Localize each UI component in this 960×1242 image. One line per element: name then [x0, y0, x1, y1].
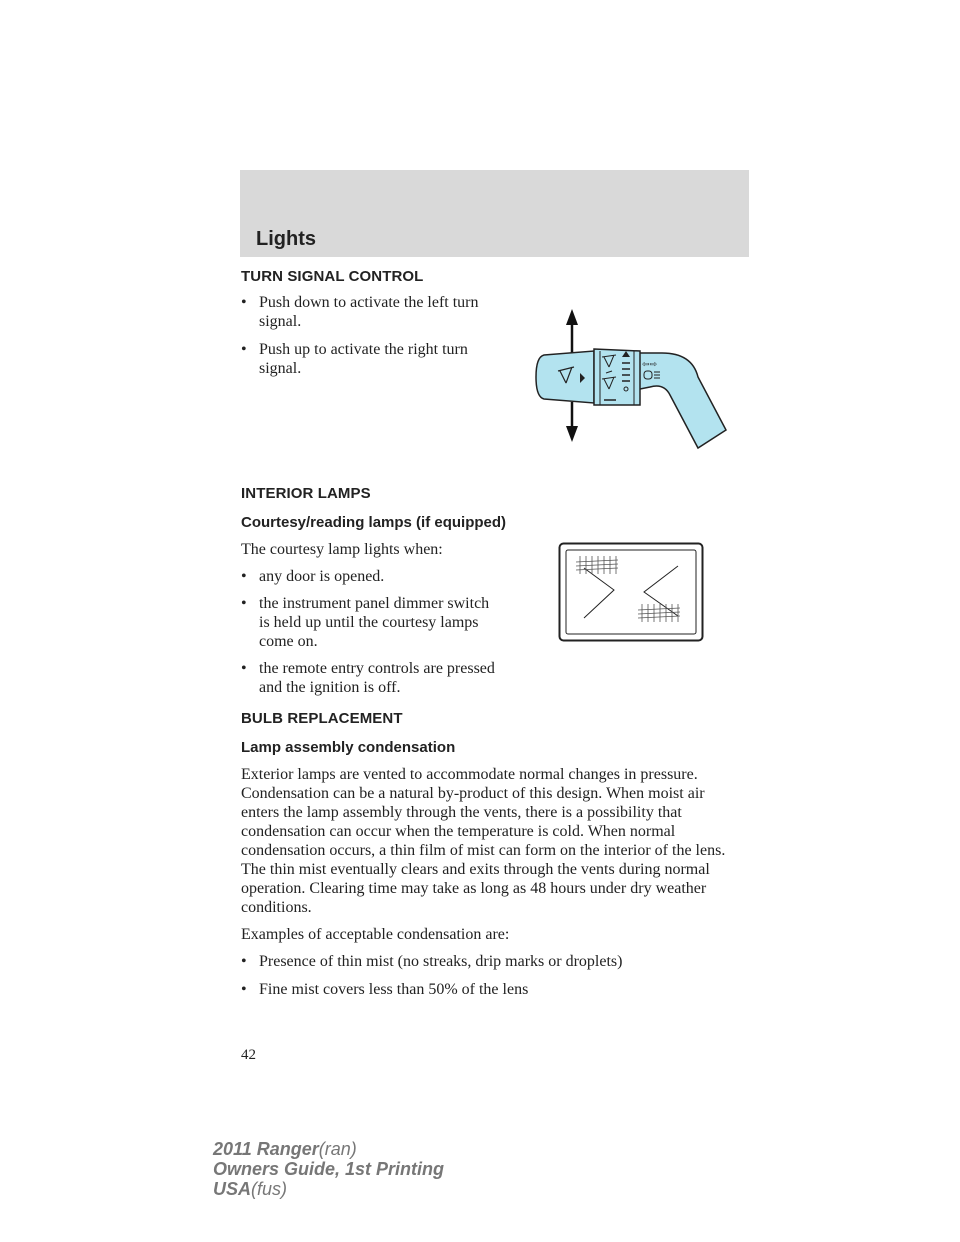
courtesy-list: [241, 567, 501, 697]
document-footer: [213, 1139, 444, 1199]
section-title: Lights: [256, 228, 316, 250]
examples-list: [241, 952, 751, 999]
turn-arrows-icon: ⇦⇨: [642, 360, 658, 370]
courtesy-lamps-subheading: Courtesy/reading lamps (if equipped): [241, 514, 507, 531]
bulb-replacement-heading: BULB REPLACEMENT: [241, 710, 403, 727]
bullet-glyph: •: [241, 568, 247, 585]
list-item: • any door is opened.: [241, 568, 385, 585]
footer-line-1: 2011 Ranger(ran): [213, 1139, 357, 1159]
lever-knob: [536, 351, 594, 403]
turn-signal-lever-illustration: [530, 305, 730, 455]
interior-lamps-heading: INTERIOR LAMPS: [241, 485, 371, 502]
footer-line-2: Owners Guide, 1st Printing: [213, 1159, 445, 1179]
condensation-paragraph: Exterior lamps are vented to accommodate normal changes in pressure. Condensation can be a natural by-product of this design. When moist air enters the lamp assembly through the vents, there is a possibility that condensation can occur when the temperature is cold. When normal condensation occurs, a thin film of mist can form on the interior of the lens. The thin mist eventually clears and exits through the vents during normal operation. Clearing time may take as long as 48 hours under dry weather conditions.: [241, 766, 726, 916]
list-item: • Presence of thin mist (no streaks, drip marks or droplets): [241, 953, 623, 970]
bullet-glyph: •: [241, 294, 247, 311]
turn-signal-heading: TURN SIGNAL CONTROL: [241, 268, 424, 285]
page-number: 42: [241, 1047, 256, 1063]
list-item: • the remote entry controls are pressed and the ignition is off.: [241, 660, 495, 696]
courtesy-intro: The courtesy lamp lights when:: [241, 541, 443, 558]
list-item: • Push up to activate the right turn signal.: [241, 341, 468, 377]
bullet-glyph: •: [241, 953, 247, 970]
courtesy-lamp-illustration: [558, 542, 704, 642]
lamp-frame: [560, 544, 703, 641]
examples-intro: Examples of acceptable condensation are:: [241, 926, 510, 943]
condensation-subheading: Lamp assembly condensation: [241, 739, 456, 756]
turn-signal-list: [241, 293, 501, 378]
footer-line-3: USA(fus): [213, 1179, 288, 1199]
bullet-glyph: •: [241, 341, 247, 358]
down-arrow-head: [566, 426, 578, 442]
bullet-glyph: •: [241, 595, 247, 612]
bullet-glyph: •: [241, 660, 247, 677]
section-header-band: [240, 170, 749, 257]
list-item: • Push down to activate the left turn signal.: [241, 294, 479, 330]
bullet-glyph: •: [241, 981, 247, 998]
list-item: • Fine mist covers less than 50% of the lens: [241, 981, 529, 998]
list-item: • the instrument panel dimmer switch is held up until the courtesy lamps come on.: [241, 595, 490, 650]
lever-collar: [594, 349, 640, 405]
up-arrow-head: [566, 309, 578, 325]
